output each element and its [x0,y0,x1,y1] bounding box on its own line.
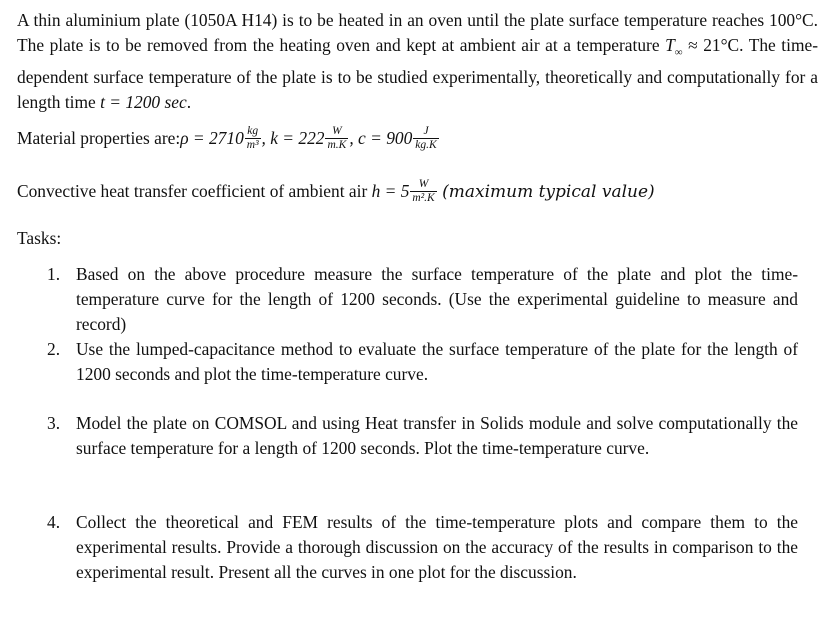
task-number: 2. [47,339,61,359]
t-infinity-symbol: T [665,35,675,55]
task-item [47,510,798,585]
task-text: Collect the theoretical and FEM results of the time-temperature plots and compare them to the experimental results. Provide a thorough discussion on the accuracy of the results in comparison to the experimental result. Present all the curves in one plot for the discussion. [76,512,798,582]
task-text: Model the plate on COMSOL and using Heat transfer in Solids module and solve computationally the surface temperature for a length of 1200 seconds. Plot the time-temperature curve. [76,413,798,458]
convection-unit [410,178,436,205]
intro-paragraph [17,8,818,115]
specific-heat-unit-numerator: J [413,125,438,139]
conductivity-unit-denominator: m.K [327,138,347,151]
specific-heat-unit [413,125,438,152]
task-text: Based on the above procedure measure the surface temperature of the plate and plot the time- temperature curve for the length of 1200 seconds. (Use the experimental guideline to measure and record) [76,264,798,334]
density-unit-numerator: kg [245,125,261,139]
intro-text: A thin aluminium plate (1050A H14) is to be heated in an oven until the plate surface temperature reaches 100°C. The plate is to be removed from the heating oven and kept at ambient air at a temperature [17,10,818,55]
convection-line [17,179,655,207]
convection-equation: h = 5 [371,181,410,201]
conductivity-equation: k = 222 [270,128,325,148]
task-text: Use the lumped-capacitance method to evaluate the surface temperature of the plate for the length of 1200 seconds and plot the time-temperature curve. [76,339,798,384]
time-equation: t = 1200 sec [100,92,187,113]
task-item [47,262,798,337]
separator: , [261,128,271,148]
t-infinity-subscript: ∞ [674,46,683,59]
task-number: 4. [47,512,61,532]
convection-note: (maximum typical value) [442,182,655,202]
density-unit [245,125,261,152]
tasks-heading: Tasks: [17,228,62,248]
t-infinity-value: ≈ 21°C. The time-dependent surface temperature of the plate is to be studied experimentally, theoretically and computationally for a length time [17,35,818,113]
intro-end: . [186,92,192,113]
density-unit-denominator: m³ [246,138,259,151]
specific-heat-unit-denominator: kg.K [415,138,437,151]
convection-unit-denominator: m².K [412,191,435,204]
task-item [47,411,798,461]
separator: , [349,128,359,148]
task-number: 1. [47,264,61,284]
density-equation: ρ = 2710 [180,128,244,148]
conductivity-unit-numerator: W [325,125,348,139]
specific-heat-equation: c = 900 [358,128,413,148]
material-properties-label: Material properties are: [17,128,181,148]
task-item [47,337,798,387]
convection-label: Convective heat transfer coefficient of ambient air [17,181,372,201]
convection-unit-numerator: W [410,178,436,192]
conductivity-unit [325,125,348,152]
task-number: 3. [47,413,61,433]
material-properties-line [17,126,440,154]
